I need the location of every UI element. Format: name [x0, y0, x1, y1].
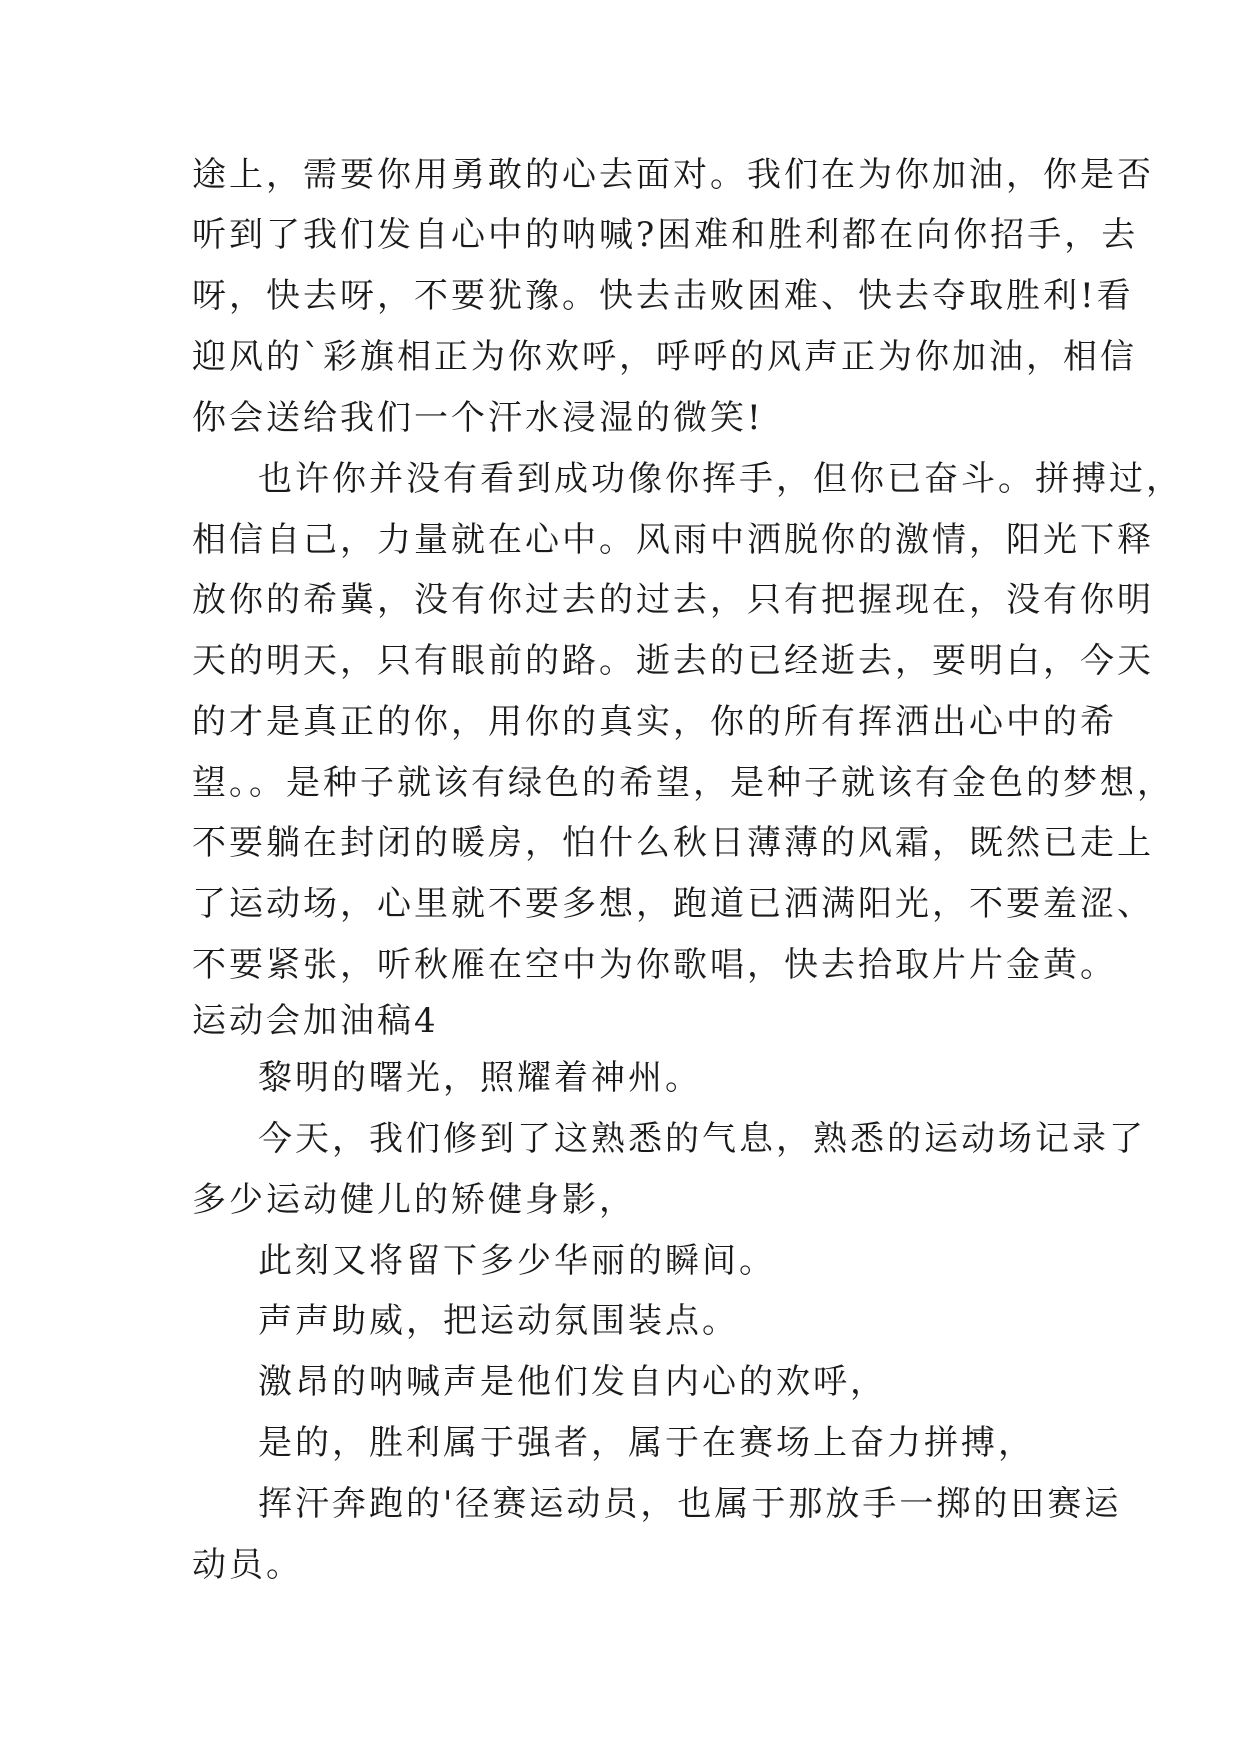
paragraph-line: 激昂的呐喊声是他们发自内心的欢呼，: [258, 1362, 887, 1402]
paragraph-line: 今天，我们修到了这熟悉的气息，熟悉的运动场记录了: [258, 1119, 1146, 1159]
paragraph-line: 的才是真正的你，用你的真实，你的所有挥洒出心中的希: [192, 702, 1117, 742]
paragraph-line: 是的，胜利属于强者，属于在赛场上奋力拼搏，: [258, 1423, 1035, 1463]
paragraph-line: 也许你并没有看到成功像你挥手，但你已奋斗。拼搏过，: [258, 459, 1183, 499]
paragraph-line: 动员。: [192, 1545, 303, 1585]
paragraph-line: 此刻又将留下多少华丽的瞬间。: [258, 1241, 776, 1281]
paragraph-line: 迎风的`彩旗相正为你欢呼，呼呼的风声正为你加油，相信: [192, 337, 1137, 377]
section-heading: 运动会加油稿4: [192, 1001, 439, 1041]
paragraph-line: 放你的希冀，没有你过去的过去，只有把握现在，没有你明: [192, 580, 1154, 620]
paragraph-line: 不要紧张，听秋雁在空中为你歌唱，快去拾取片片金黄。: [192, 945, 1117, 985]
paragraph-line: 呀，快去呀，不要犹豫。快去击败困难、快去夺取胜利!看: [192, 276, 1134, 316]
paragraph-line: 望。。是种子就该有绿色的希望，是种子就该有金色的梦想，: [192, 763, 1174, 803]
paragraph-line: 多少运动健儿的矫健身影，: [192, 1180, 636, 1220]
paragraph-line: 途上，需要你用勇敢的心去面对。我们在为你加油，你是否: [192, 155, 1154, 195]
paragraph-line: 相信自己，力量就在心中。风雨中洒脱你的激情，阳光下释: [192, 520, 1154, 560]
paragraph-line: 天的明天，只有眼前的路。逝去的已经逝去，要明白，今天: [192, 641, 1154, 681]
paragraph-line: 挥汗奔跑的'径赛运动员，也属于那放手一掷的田赛运: [258, 1484, 1122, 1524]
paragraph-line: 不要躺在封闭的暖房，怕什么秋日薄薄的风霜，既然已走上: [192, 823, 1154, 863]
paragraph-line: 了运动场，心里就不要多想，跑道已洒满阳光，不要羞涩、: [192, 884, 1154, 924]
paragraph-line: 听到了我们发自心中的呐喊?困难和胜利都在向你招手，去: [192, 215, 1139, 255]
paragraph-line: 黎明的曙光，照耀着神州。: [258, 1058, 702, 1098]
paragraph-line: 你会送给我们一个汗水浸湿的微笑!: [192, 398, 764, 438]
paragraph-line: 声声助威，把运动氛围装点。: [258, 1301, 739, 1341]
